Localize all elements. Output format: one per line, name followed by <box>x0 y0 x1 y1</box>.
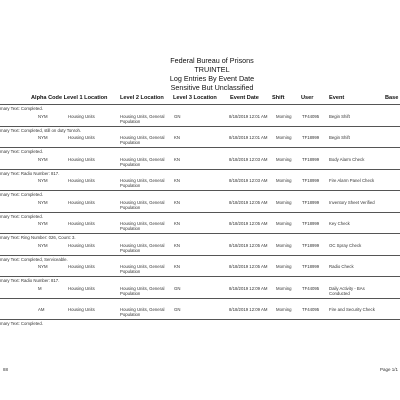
cell-l3: KN <box>174 199 180 205</box>
cell-l1: Housing Units <box>68 221 95 226</box>
cell-shift: Morning <box>276 178 292 183</box>
cell-shift: Morning <box>276 199 292 205</box>
cell-date: 8/18/2019 12:01 AM <box>229 113 268 119</box>
col-user: User <box>301 95 314 101</box>
cell-l3: KN <box>174 156 180 162</box>
summary-text: mary Text: Completed. <box>0 213 43 219</box>
col-event: Event <box>329 95 345 101</box>
cell-l2: Housing Units, General Population <box>120 156 165 167</box>
footer-left: 88 <box>3 367 9 372</box>
cell-l1: Housing Units <box>68 199 95 205</box>
cell-date: 8/18/2019 12:09 AM <box>229 285 268 291</box>
row-divider <box>0 104 400 105</box>
col-shift: Shift <box>272 95 285 101</box>
row-divider <box>0 319 400 320</box>
cell-user: TF18999 <box>302 242 320 248</box>
cell-alpha: NYM <box>38 242 48 248</box>
cell-l1: Housing Units <box>68 264 95 269</box>
cell-user: TF18999 <box>302 156 320 162</box>
cell-alpha: NYM <box>38 156 48 162</box>
cell-l3: KN <box>174 264 180 269</box>
cell-user: TF18999 <box>302 199 320 205</box>
cell-shift: Morning <box>276 285 292 291</box>
cell-l1: Housing Units <box>68 307 95 312</box>
summary-text: mary Text: Completed, Serviceable. <box>0 256 68 262</box>
cell-alpha: NYM <box>38 135 48 140</box>
cell-l2: Housing Units, General Population <box>120 199 165 210</box>
summary-text: mary Text: Completed. <box>0 192 43 197</box>
row-divider <box>0 276 400 277</box>
cell-l2: Housing Units, General Population <box>120 178 165 188</box>
cell-alpha: M <box>38 285 42 291</box>
row-divider <box>0 212 400 213</box>
row-divider <box>0 126 400 127</box>
cell-l3: KN <box>174 242 180 248</box>
cell-l3: GN <box>174 285 181 291</box>
cell-user: TF18999 <box>302 135 320 140</box>
row-divider <box>0 298 400 299</box>
cell-date: 8/18/2019 12:09 AM <box>229 307 268 312</box>
cell-date: 8/18/2019 12:05 AM <box>229 242 268 248</box>
cell-alpha: NYM <box>38 264 48 269</box>
cell-event: Fire Alarm Panel Check <box>329 178 375 183</box>
cell-event: Inventory Sheet Verified <box>329 199 375 205</box>
col-base: Base <box>385 95 399 101</box>
row-divider <box>0 233 400 234</box>
summary-text: mary Text: Radio Number: 817. <box>0 170 60 176</box>
report-title: Log Entries By Event Date <box>169 74 255 83</box>
cell-event: Fire and Security Check <box>329 307 375 312</box>
cell-event: Radio Check <box>329 264 354 269</box>
cell-l2: Housing Units, General Population <box>120 221 165 231</box>
cell-l1: Housing Units <box>68 242 95 248</box>
col-alpha-code: Alpha Code Level 1 Location <box>31 95 108 101</box>
system-name: TRUINTEL <box>194 65 230 74</box>
cell-l1: Housing Units <box>68 285 95 291</box>
cell-shift: Morning <box>276 264 292 269</box>
cell-user: TF44095 <box>302 285 320 291</box>
classification: Sensitive But Unclassified <box>170 83 254 92</box>
cell-shift: Morning <box>276 221 292 226</box>
cell-l1: Housing Units <box>68 178 95 183</box>
cell-l2: Housing Units, General Population <box>120 307 165 317</box>
cell-shift: Morning <box>276 156 292 162</box>
cell-shift: Morning <box>276 242 292 248</box>
summary-text: mary Text: Radio Number: 817. <box>0 278 60 283</box>
summary-text: mary Text: Completed. <box>0 106 43 111</box>
cell-date: 8/18/2019 12:03 AM <box>229 178 268 183</box>
cell-l2: Housing Units, General Population <box>120 135 165 145</box>
cell-event: Begin Shift <box>329 135 350 140</box>
cell-alpha: NYM <box>38 199 48 205</box>
cell-shift: Morning <box>276 307 292 312</box>
cell-alpha: NYM <box>38 113 48 119</box>
summary-text: mary Text: Completed, still on duty Tonroh. <box>0 127 82 133</box>
cell-date: 8/18/2019 12:05 AM <box>229 199 268 205</box>
cell-user: TF18999 <box>302 221 320 226</box>
cell-user: TF18999 <box>302 178 320 183</box>
cell-event: Key Check <box>329 221 350 226</box>
cell-l1: Housing Units <box>68 156 95 162</box>
col-level-2: Level 2 Location <box>120 95 164 101</box>
cell-user: TF44095 <box>302 113 320 119</box>
cell-event: Body Alarm Check <box>329 156 365 162</box>
page-number: Page 1/1 <box>380 367 399 372</box>
col-event-date: Event Date <box>230 95 259 101</box>
cell-event: OC Spray Check <box>329 242 362 248</box>
cell-alpha: NYM <box>38 178 48 183</box>
cell-l2: Housing Units, General Population <box>120 242 165 253</box>
summary-text: mary Text: Completed. <box>0 321 43 326</box>
summary-text: mary Text: Ring Number: 026, Count: 3. <box>0 235 76 240</box>
cell-l2: Housing Units, General Population <box>120 264 165 274</box>
cell-user: TF18999 <box>302 264 320 269</box>
summary-text: mary Text: Completed. <box>0 149 43 154</box>
row-divider <box>0 147 400 148</box>
row-divider <box>0 190 400 191</box>
cell-l3: KN <box>174 178 180 183</box>
col-level-3: Level 3 Location <box>173 95 217 101</box>
cell-user: TF44095 <box>302 307 320 312</box>
cell-l2: Housing Units, General Population <box>120 285 165 296</box>
row-divider <box>0 169 400 170</box>
cell-date: 8/18/2019 12:03 AM <box>229 156 268 162</box>
agency-title: Federal Bureau of Prisons <box>170 56 254 65</box>
cell-l3: KN <box>174 221 180 226</box>
cell-l1: Housing Units <box>68 135 95 140</box>
cell-shift: Morning <box>276 135 292 140</box>
cell-alpha: NYM <box>38 221 48 226</box>
cell-event: Begin Shift <box>329 113 350 119</box>
cell-date: 8/18/2019 12:01 AM <box>229 135 268 140</box>
cell-alpha: AM <box>38 307 45 312</box>
cell-l3: GN <box>174 307 181 312</box>
cell-date: 8/18/2019 12:05 AM <box>229 221 268 226</box>
cell-l1: Housing Units <box>68 113 95 119</box>
row-divider <box>0 255 400 256</box>
cell-date: 8/18/2019 12:05 AM <box>229 264 268 269</box>
cell-event: Daily Activity - BAs Conducted <box>329 285 365 296</box>
cell-l3: KN <box>174 135 180 140</box>
cell-l2: Housing Units, General Population <box>120 113 165 124</box>
cell-shift: Morning <box>276 113 292 119</box>
cell-l3: GN <box>174 113 181 119</box>
